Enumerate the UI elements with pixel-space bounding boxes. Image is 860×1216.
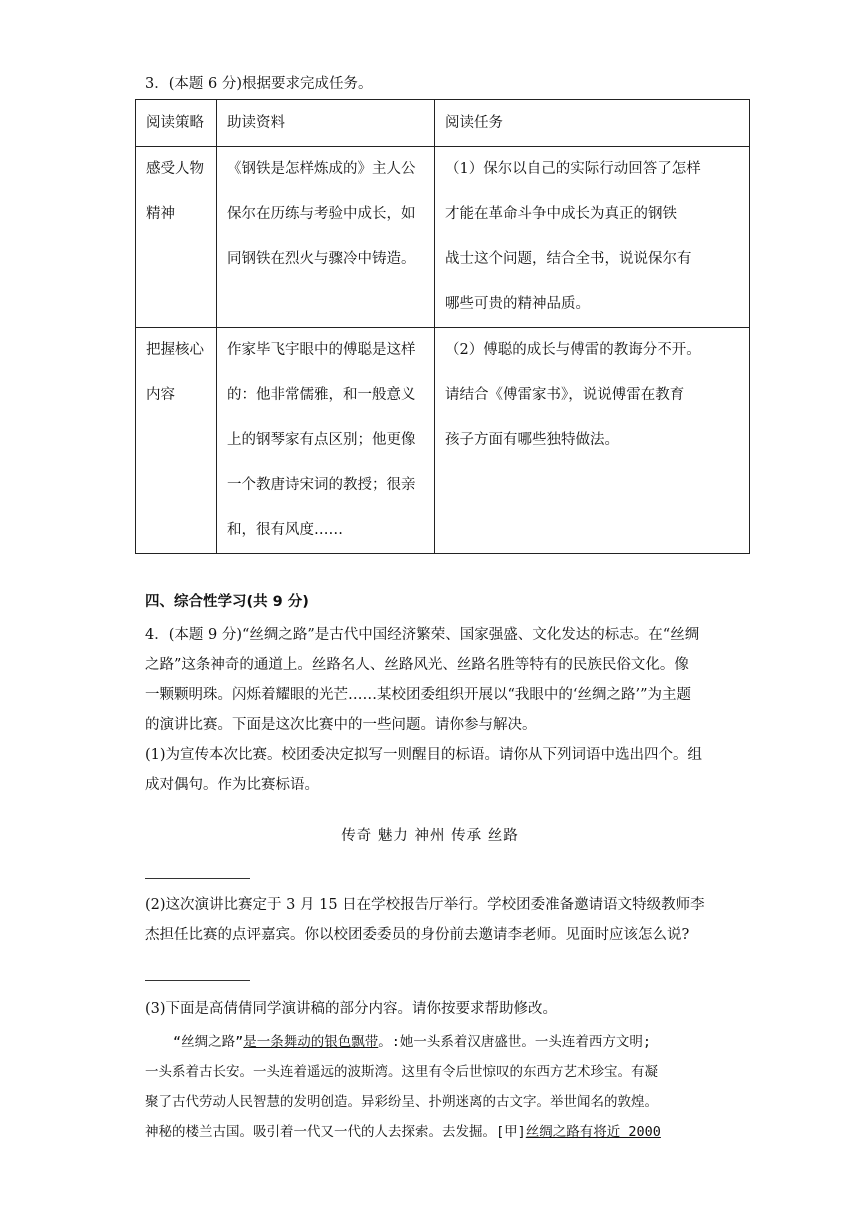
question-3-heading: 3．(本题 6 分)根据要求完成任务。	[145, 76, 373, 92]
text-line: 孩子方面有哪些独特做法。	[445, 432, 619, 448]
text-line: 哪些可贵的精神品质。	[445, 296, 590, 312]
table-row	[136, 147, 750, 328]
text-line: 成对偶句。作为比赛标语。	[145, 777, 319, 793]
text-line: 把握核心	[146, 342, 204, 358]
text-line: 内容	[146, 387, 175, 403]
text-line: 感受人物	[146, 161, 204, 177]
essay-line	[145, 1027, 715, 1057]
row2-material	[217, 328, 435, 554]
header-task: 阅读任务	[435, 100, 750, 147]
text-line: 同钢铁在烈火与骤冷中铸造。	[227, 251, 416, 267]
text-line: 一颗颗明珠。闪烁着耀眼的光芒……某校团委组织开展以“我眼中的‘丝绸之路’”为主题	[145, 687, 692, 703]
text-line: 和，很有风度……	[227, 522, 343, 538]
text-line: 的演讲比赛。下面是这次比赛中的一些问题。请你参与解决。	[145, 717, 537, 733]
text-line: 的：他非常儒雅，和一般意义	[227, 387, 416, 403]
sub-question-3	[145, 994, 715, 1024]
text-line: 战士这个问题，结合全书，说说保尔有	[445, 251, 692, 267]
text-line: 精神	[146, 206, 175, 222]
text-line: （1）保尔以自己的实际行动回答了怎样	[445, 161, 701, 177]
text-line: 上的钢琴家有点区别；他更像	[227, 432, 416, 448]
sub-question-1	[145, 740, 715, 800]
text-line: 保尔在历练与考验中成长，如	[227, 206, 416, 222]
answer-blank-2[interactable]	[145, 980, 250, 981]
row2-task	[435, 328, 750, 554]
header-material: 助读资料	[217, 100, 435, 147]
text-line: 才能在革命斗争中成长为真正的钢铁	[445, 206, 677, 222]
text-line: 杰担任比赛的点评嘉宾。你以校团委委员的身份前去邀请李老师。见面时应该怎么说?	[145, 927, 690, 943]
text-line: (3)下面是高倩倩同学演讲稿的部分内容。请你按要求帮助修改。	[145, 1001, 558, 1017]
table-row	[136, 328, 750, 554]
table-header-row	[136, 100, 750, 147]
essay-line	[145, 1117, 715, 1147]
text-line: 之路”这条神奇的通道上。丝路名人、丝路风光、丝路名胜等特有的民族民俗文化。像	[145, 657, 689, 673]
question-4-intro	[145, 620, 715, 740]
row1-material	[217, 147, 435, 328]
text-line: 作家毕飞宇眼中的傅聪是这样	[227, 342, 416, 358]
header-strategy: 阅读策略	[136, 100, 217, 147]
sub-question-2	[145, 890, 715, 950]
essay-text: “丝绸之路”	[173, 1034, 244, 1050]
text-line: 《钢铁是怎样炼成的》主人公	[227, 161, 416, 177]
row1-task	[435, 147, 750, 328]
answer-blank-1[interactable]	[145, 878, 250, 879]
essay-line: 一头系着古长安。一头连着遥远的波斯湾。这里有令后世惊叹的东西方艺术珍宝。有凝	[145, 1064, 658, 1080]
row2-strategy	[136, 328, 217, 554]
word-choices: 传奇 魅力 神州 传承 丝路	[341, 828, 519, 844]
essay-line: 聚了古代劳动人民智慧的发明创造。异彩纷呈、扑朔迷离的古文字。举世闻名的敦煌。	[145, 1094, 658, 1110]
text-line: 请结合《傅雷家书》，说说傅雷在教育	[445, 387, 685, 403]
reading-task-table	[135, 99, 750, 554]
underlined-phrase: 是一条舞动的银色飘带	[243, 1034, 379, 1050]
row1-strategy	[136, 147, 217, 328]
text-line: (2)这次演讲比赛定于 3 月 15 日在学校报告厅举行。学校团委准备邀请语文特级教师李	[145, 897, 705, 913]
text-line: （2）傅聪的成长与傅雷的教诲分不开。	[445, 342, 701, 358]
section-4-title: 四、综合性学习(共 9 分)	[145, 594, 309, 610]
underlined-phrase: 丝绸之路有将近 2000	[525, 1124, 661, 1140]
essay-text: 神秘的楼兰古国。吸引着一代又一代的人去探索。去发掘。[甲]	[145, 1124, 526, 1140]
text-line: 一个教唐诗宋词的教授；很亲	[227, 477, 416, 493]
essay-excerpt	[145, 1027, 715, 1147]
text-line: 4．(本题 9 分)“丝绸之路”是古代中国经济繁荣、国家强盛、文化发达的标志。在“丝绸	[145, 627, 700, 643]
essay-text: 。:她一头系着汉唐盛世。一头连着西方文明;	[378, 1034, 652, 1050]
text-line: (1)为宣传本次比赛。校团委决定拟写一则醒目的标语。请你从下列词语中选出四个。组	[145, 747, 703, 763]
